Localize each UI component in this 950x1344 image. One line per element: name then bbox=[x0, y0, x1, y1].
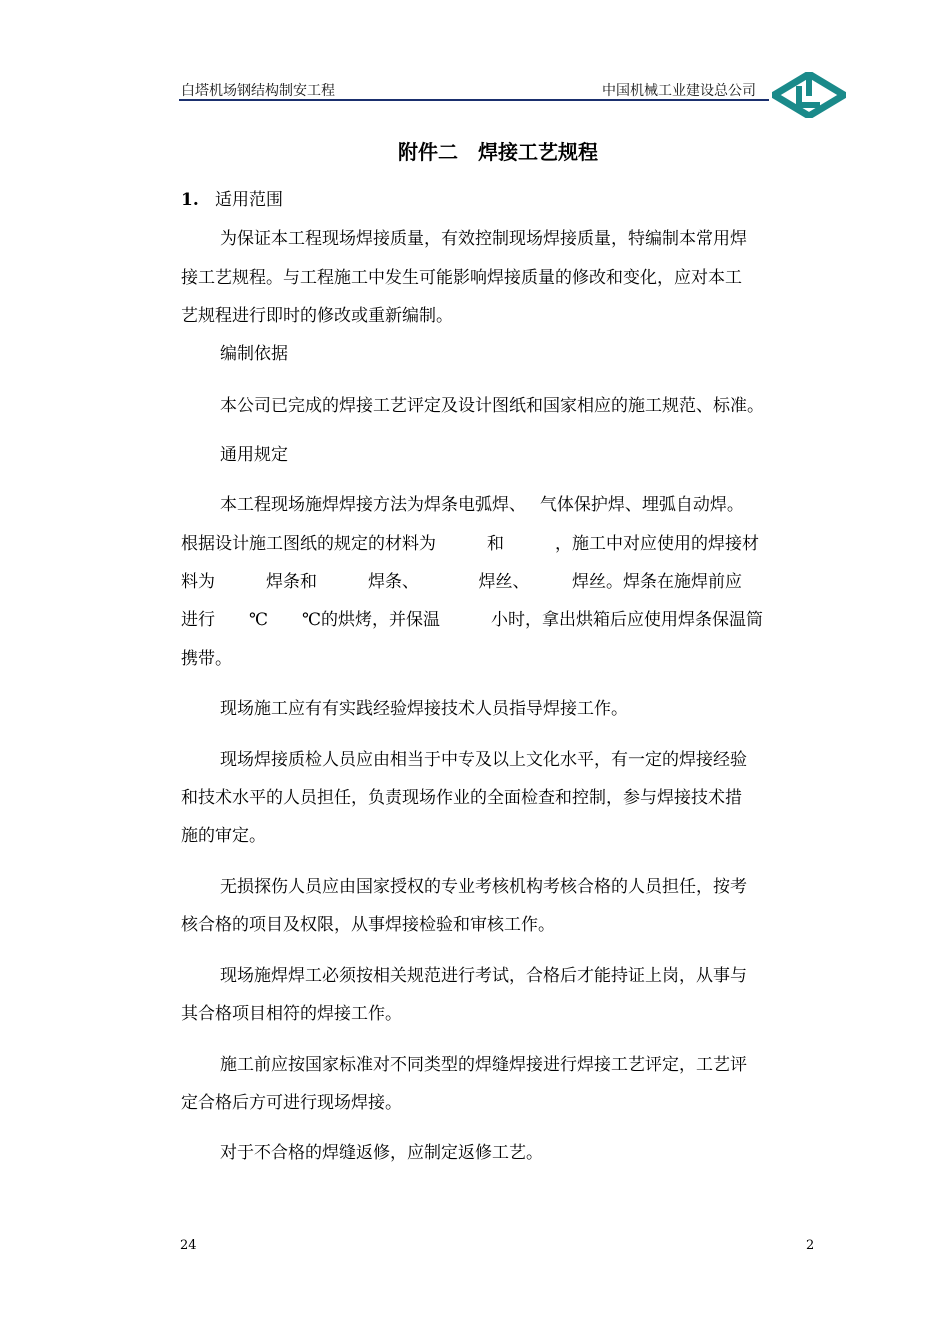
paragraph-line: 核合格的项目及权限，从事焊接检验和审核工作。 bbox=[181, 915, 555, 935]
paragraph-line: 艺规程进行即时的修改或重新编制。 bbox=[181, 306, 453, 326]
paragraph-line: 对于不合格的焊缝返修，应制定返修工艺。 bbox=[220, 1143, 543, 1163]
header-rule bbox=[179, 99, 769, 101]
paragraph-line: 接工艺规程。与工程施工中发生可能影响焊接质量的修改和变化，应对本工 bbox=[181, 268, 742, 288]
paragraph-line: 本工程现场施焊焊接方法为焊条电弧焊、 气体保护焊、埋弧自动焊。 bbox=[220, 495, 744, 515]
paragraph-line: 携带。 bbox=[181, 649, 232, 669]
paragraph-line: 进行 ℃ ℃的烘烤，并保温 小时，拿出烘箱后应使用焊条保温筒 bbox=[181, 610, 764, 630]
paragraph-line: 为保证本工程现场焊接质量，有效控制现场焊接质量，特编制本常用焊 bbox=[220, 229, 747, 249]
paragraph-line: 现场焊接质检人员应由相当于中专及以上文化水平，有一定的焊接经验 bbox=[220, 750, 747, 770]
section-number: 1. bbox=[181, 190, 199, 210]
header-company-name: 中国机械工业建设总公司 bbox=[602, 83, 756, 99]
paragraph-line: 根据设计施工图纸的规定的材料为 和 ，施工中对应使用的焊接材 bbox=[181, 534, 759, 554]
page-number: 2 bbox=[806, 1238, 815, 1253]
paragraph-line: 现场施焊焊工必须按相关规范进行考试，合格后才能持证上岗，从事与 bbox=[220, 966, 747, 986]
subheading: 编制依据 bbox=[220, 344, 288, 364]
paragraph-line: 本公司已完成的焊接工艺评定及设计图纸和国家相应的施工规范、标准。 bbox=[220, 396, 764, 416]
subheading: 通用规定 bbox=[220, 445, 288, 465]
paragraph-line: 施工前应按国家标准对不同类型的焊缝焊接进行焊接工艺评定，工艺评 bbox=[220, 1055, 747, 1075]
header-project-name: 白塔机场钢结构制安工程 bbox=[181, 83, 335, 99]
footer-left-number: 24 bbox=[180, 1238, 197, 1253]
paragraph-line: 定合格后方可进行现场焊接。 bbox=[181, 1093, 402, 1113]
section-title: 适用范围 bbox=[214, 190, 283, 210]
company-logo-icon bbox=[772, 72, 846, 118]
paragraph-line: 无损探伤人员应由国家授权的专业考核机构考核合格的人员担任，按考 bbox=[220, 877, 747, 897]
paragraph-line: 其合格项目相符的焊接工作。 bbox=[181, 1004, 402, 1024]
paragraph-line: 施的审定。 bbox=[181, 826, 266, 846]
paragraph-line: 料为 焊条和 焊条、 焊丝、 焊丝。焊条在施焊前应 bbox=[181, 572, 742, 592]
document-title: 附件二 焊接工艺规程 bbox=[398, 140, 598, 164]
paragraph-line: 和技术水平的人员担任，负责现场作业的全面检查和控制，参与焊接技术措 bbox=[181, 788, 742, 808]
paragraph-line: 现场施工应有有实践经验焊接技术人员指导焊接工作。 bbox=[220, 699, 628, 719]
section-heading bbox=[181, 190, 283, 210]
